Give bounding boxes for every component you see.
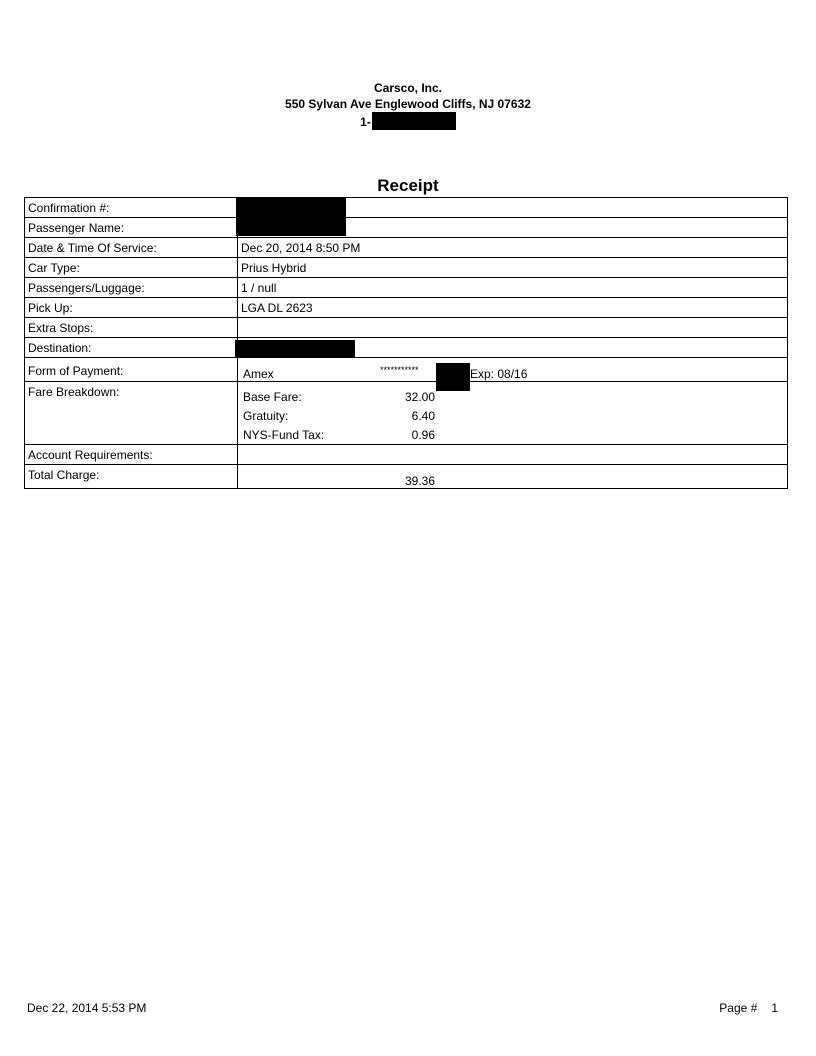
payment-method: Amex [243, 367, 274, 381]
row-extra-stops [25, 318, 788, 338]
fare-item-name: NYS-Fund Tax: [243, 428, 325, 442]
datetime-value: Dec 20, 2014 8:50 PM [238, 238, 788, 258]
payment-label: Form of Payment: [25, 358, 238, 382]
destination-label: Destination: [25, 338, 238, 358]
fare-label: Fare Breakdown: [25, 382, 238, 445]
card-number-redaction [436, 363, 470, 391]
printed-timestamp: Dec 22, 2014 5:53 PM [27, 1001, 147, 1015]
card-expiry: Exp: 08/16 [470, 367, 528, 381]
row-pickup [25, 298, 788, 318]
row-passengers-luggage [25, 278, 788, 298]
passenger-label: Passenger Name: [25, 218, 238, 238]
pickup-value: LGA DL 2623 [238, 298, 788, 318]
account-requirements-label: Account Requirements: [25, 445, 238, 465]
account-requirements-value [238, 445, 788, 465]
car-type-label: Car Type: [25, 258, 238, 278]
company-name: Carsco, Inc. [373, 81, 443, 95]
receipt-table [24, 197, 788, 489]
company-phone [0, 112, 816, 130]
car-type-value: Prius Hybrid [238, 258, 788, 278]
datetime-label: Date & Time Of Service: [25, 238, 238, 258]
extra-stops-label: Extra Stops: [25, 318, 238, 338]
confirmation-passenger-redaction [236, 197, 346, 236]
page-title: Receipt [377, 176, 439, 195]
passengers-luggage-label: Passengers/Luggage: [25, 278, 238, 298]
page-number: 1 [771, 1001, 778, 1015]
row-confirmation [25, 198, 788, 218]
confirmation-label: Confirmation #: [25, 198, 238, 218]
page-label: Page # [719, 1001, 758, 1015]
total-label: Total Charge: [25, 465, 238, 489]
fare-item-amount: 0.96 [411, 428, 435, 442]
extra-stops-value [238, 318, 788, 338]
fare-item-amount: 6.40 [411, 409, 435, 423]
phone-prefix: 1- [360, 115, 371, 129]
phone-redaction [372, 112, 456, 130]
page-indicator [719, 1001, 778, 1015]
total-value-cell [238, 465, 788, 489]
row-account-requirements [25, 445, 788, 465]
fare-item-name: Gratuity: [243, 409, 289, 423]
row-car-type [25, 258, 788, 278]
fare-item-name: Base Fare: [243, 390, 302, 404]
destination-redaction [235, 340, 355, 358]
total-charge-amount: 39.36 [404, 474, 435, 488]
row-passenger [25, 218, 788, 238]
fare-item-amount: 32.00 [404, 390, 435, 404]
row-datetime [25, 238, 788, 258]
card-number-mask: *********** [380, 365, 419, 375]
row-destination [25, 338, 788, 358]
company-address: 550 Sylvan Ave Englewood Cliffs, NJ 07632 [285, 97, 531, 111]
passengers-luggage-value: 1 / null [238, 278, 788, 298]
pickup-label: Pick Up: [25, 298, 238, 318]
